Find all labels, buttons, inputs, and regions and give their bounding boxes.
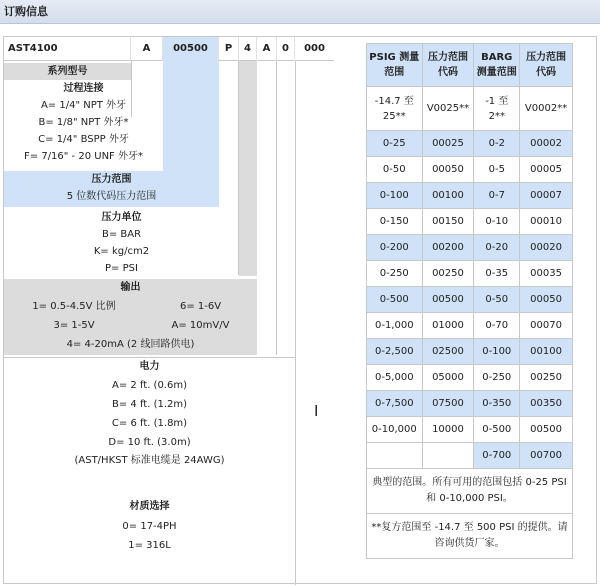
power-item: B= 4 ft. (1.2m) bbox=[111, 399, 188, 410]
table-row: 0-25 00025 0-2 00002 bbox=[367, 131, 573, 157]
material-item: 0= 17-4PH bbox=[122, 521, 177, 532]
output-option: 3= 1-5V bbox=[53, 320, 95, 331]
table-row: 0-150 00150 0-10 00010 bbox=[367, 209, 573, 235]
material-item: 1= 316L bbox=[128, 540, 171, 551]
table-row: 0-700 00700 bbox=[367, 443, 573, 469]
table-note: 典型的范围。所有可用的范围包括 0-25 PSI 和 0-10,000 PSI。 bbox=[367, 469, 573, 514]
ordering-panel bbox=[3, 36, 597, 584]
pressure-unit-section bbox=[4, 209, 239, 277]
col-psig-range: PSIG 测量范围 bbox=[367, 44, 423, 87]
output-option: 4= 4-20mA (2 线回路供电) bbox=[66, 339, 195, 350]
model-code-row bbox=[4, 37, 334, 61]
pressure-unit-item: K= kg/cm2 bbox=[93, 246, 150, 257]
table-row: 0-10,000 10000 0-500 00500 bbox=[367, 417, 573, 443]
power-item: D= 10 ft. (3.0m) bbox=[108, 437, 191, 448]
pressure-range-table bbox=[366, 43, 573, 559]
code-process: A bbox=[131, 37, 163, 61]
material-title: 材质选择 bbox=[129, 501, 170, 512]
table-row: 0-200 00200 0-20 00020 bbox=[367, 235, 573, 261]
col-barg-range: BARG 测量范围 bbox=[474, 44, 520, 87]
text-cursor: I bbox=[314, 402, 319, 420]
table-row: -14.7 至 25** V0025** -1 至 2** V0002** bbox=[367, 87, 573, 131]
output-section bbox=[4, 279, 257, 355]
power-section bbox=[4, 357, 295, 469]
table-row: 0-100 00100 0-7 00007 bbox=[367, 183, 573, 209]
model-base: AST4100 bbox=[4, 37, 131, 61]
col-psig-code: 压力范围代码 bbox=[422, 44, 474, 87]
bracket-power bbox=[257, 61, 277, 355]
table-row: 0-5,000 05000 0-250 00250 bbox=[367, 365, 573, 391]
process-item: F= 7/16" - 20 UNF 外牙* bbox=[24, 151, 143, 162]
code-material: 0 bbox=[277, 37, 295, 61]
table-note-row bbox=[367, 469, 573, 514]
output-title: 输出 bbox=[120, 282, 141, 293]
process-title: 过程连接 bbox=[63, 83, 104, 94]
table-row: 0-2,500 02500 0-100 00100 bbox=[367, 339, 573, 365]
output-option: A= 10mV/V bbox=[171, 320, 230, 331]
code-unit: P bbox=[219, 37, 239, 61]
process-item: A= 1/4" NPT 外牙 bbox=[40, 100, 127, 111]
output-option: 1= 0.5-4.5V 比例 bbox=[32, 301, 116, 312]
code-suffix: 000 bbox=[304, 43, 325, 54]
output-option: 6= 1-6V bbox=[179, 301, 222, 312]
bracket-material bbox=[295, 61, 334, 585]
power-item: C= 6 ft. (1.8m) bbox=[111, 418, 188, 429]
process-item: C= 1/4" BSPP 外牙 bbox=[38, 134, 129, 145]
pressure-unit-title: 压力单位 bbox=[101, 212, 142, 223]
table-row: 0-500 00500 0-50 00050 bbox=[367, 287, 573, 313]
power-item: A= 2 ft. (0.6m) bbox=[111, 380, 187, 391]
bracket-range bbox=[163, 61, 219, 181]
col-barg-code: 压力范围代码 bbox=[520, 44, 573, 87]
pressure-range-title: 压力范围 bbox=[91, 174, 132, 185]
table-note-row bbox=[367, 514, 573, 559]
bracket-output bbox=[239, 61, 257, 276]
code-range: 00500 bbox=[163, 37, 219, 61]
power-title: 电力 bbox=[139, 361, 160, 372]
table-row: 0-250 00250 0-35 00035 bbox=[367, 261, 573, 287]
pressure-unit-item: P= PSI bbox=[105, 263, 138, 274]
material-section bbox=[4, 497, 295, 557]
table-note: **复方范围至 -14.7 至 500 PSI 的提供。请咨询供货厂家。 bbox=[367, 514, 573, 559]
table-row: 0-1,000 01000 0-70 00070 bbox=[367, 313, 573, 339]
table-header-row bbox=[367, 44, 573, 87]
pressure-unit-item: B= BAR bbox=[101, 229, 142, 240]
process-item: B= 1/8" NPT 外牙* bbox=[38, 117, 129, 128]
code-power: A bbox=[257, 37, 277, 61]
pressure-range-desc: 5 位数代码压力范围 bbox=[66, 191, 157, 202]
table-row: 0-50 00050 0-5 00005 bbox=[367, 157, 573, 183]
table-row: 0-7,500 07500 0-350 00350 bbox=[367, 391, 573, 417]
power-note: (AST/HKST 标准电缆是 24AWG) bbox=[74, 455, 225, 466]
series-label: 系列型号 bbox=[4, 63, 131, 80]
section-header: 订购信息 bbox=[0, 0, 600, 24]
process-section bbox=[4, 81, 163, 169]
pressure-range-section bbox=[4, 171, 219, 207]
code-output: 4 bbox=[239, 37, 257, 61]
